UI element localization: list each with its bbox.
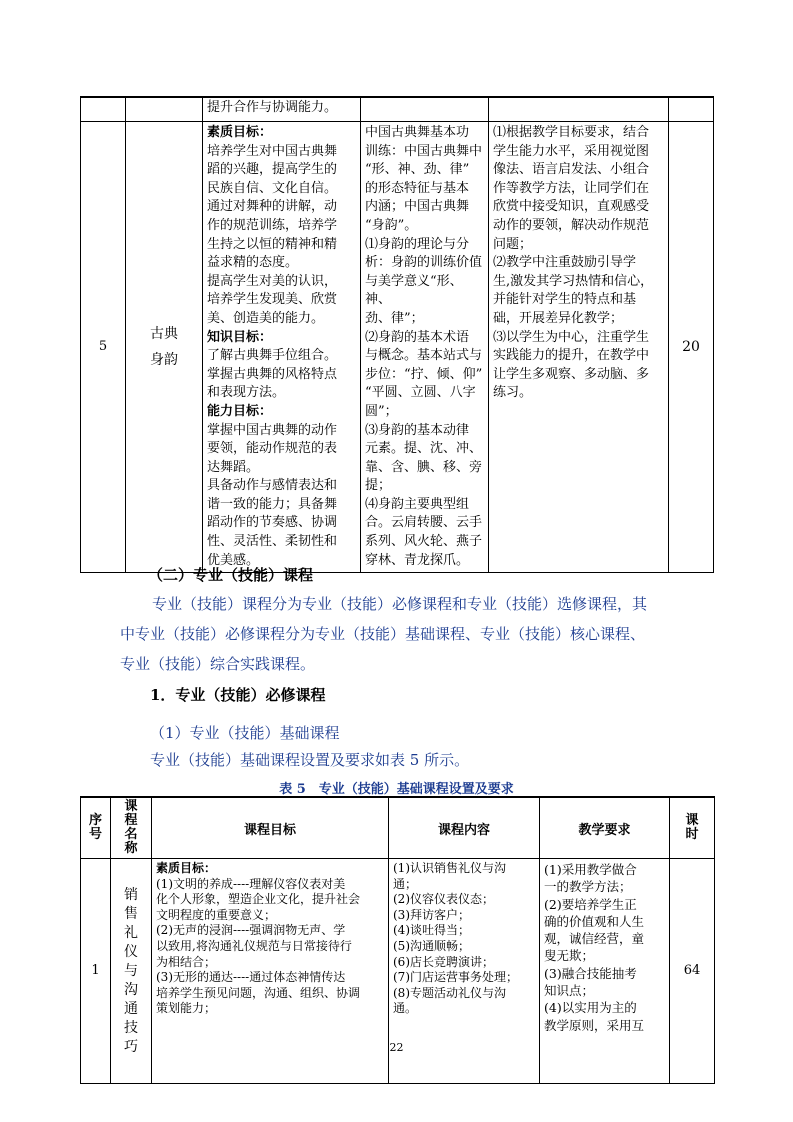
text-line: 提高学生对美的认识，	[207, 273, 338, 289]
table-row	[81, 122, 714, 573]
text-line: 培养学生预见问题，沟通、组织、协调	[156, 985, 361, 1000]
course-name: 古典 身韵	[126, 122, 203, 573]
text-line: 合。云肩转腰、云手	[365, 515, 483, 531]
text-line: (2)要培养学生正	[544, 896, 637, 912]
text-line: 问题；	[493, 236, 533, 252]
header-name: 课 程 名 称	[111, 797, 152, 859]
text-line: 训练：中国古典舞中	[365, 143, 483, 159]
section-heading: （二）专业（技能）课程	[148, 566, 314, 584]
header-requirements: 教学要求	[540, 797, 670, 859]
text-line: (5)沟通顺畅；	[393, 938, 470, 953]
text-line: (4)谈吐得当；	[393, 923, 470, 938]
text-line: 一的教学方法；	[544, 879, 632, 895]
text-line: 实践能力的提升，在教学中	[493, 348, 650, 364]
text-line: 通；	[393, 876, 418, 891]
text-line: 要领，能动作规范的表	[207, 441, 338, 457]
text-line: 具备动作与感情表达和	[207, 478, 338, 494]
text-line: (7)门店运营事务处理；	[393, 970, 518, 985]
text-line: (3)无形的通达----通过体态神情传达	[156, 970, 346, 985]
text-line: 像法、语言启发法、小组合	[493, 162, 650, 178]
text-line: 谐一致的能力；具备舞	[207, 496, 338, 512]
text-line: 通。	[393, 1001, 418, 1016]
text-line: 动作的要领，解决动作规范	[493, 217, 650, 233]
text-line: 为相结合；	[156, 954, 217, 969]
sub-item: （1）专业（技能）基础课程	[150, 724, 340, 742]
table-header-row	[81, 797, 715, 859]
text-line: 步位：“拧、倾、仰”	[365, 366, 483, 382]
text-line: 达舞蹈。	[207, 459, 260, 475]
text-line: 化个人形象，塑造企业文化，提升社会	[156, 892, 361, 907]
text-line: ⑷身韵主要典型组	[365, 496, 470, 512]
text-line: 蹈动作的节奏感、协调	[207, 515, 338, 531]
table-caption: 表 5 专业（技能）基础课程设置及要求	[279, 782, 514, 797]
section-paragraph: 专业（技能）课程分为专业（技能）必修课程和专业（技能）选修课程，其 中专业（技能）必修课程分为专业（技能）基础课程、专业（技能）核心课程、 专业（技能）综合实践课程。	[120, 595, 648, 673]
table-row	[81, 97, 714, 122]
course-table-continued	[80, 96, 714, 573]
text-line: 和表现方法。	[207, 385, 286, 401]
text-line: 中国古典舞基本功	[365, 125, 470, 140]
row-number: 5	[81, 122, 126, 573]
header-hours: 课 时	[670, 797, 715, 859]
text-line: 作等教学方法，让同学们在	[493, 180, 650, 196]
text-line: 礼	[124, 924, 138, 941]
text-line: “身韵”。	[365, 217, 418, 233]
text-line: 策划能力；	[156, 1001, 217, 1016]
text-line: 售	[124, 905, 138, 922]
text-line: 蹈的兴趣，提高学生的	[207, 162, 338, 178]
text-line: 优美感。	[207, 552, 260, 568]
text-line: (8)专题活动礼仪与沟	[393, 985, 506, 1000]
sub-paragraph: 专业（技能）基础课程设置及要求如表 5 所示。	[150, 751, 470, 769]
text-line: 掌握中国古典舞的动作	[207, 422, 338, 438]
text-line: 穿林、青龙探爪。	[365, 552, 470, 568]
text-line: 培养学生发现美、欣赏	[207, 292, 338, 308]
text-line: 培养学生对中国古典舞	[207, 143, 338, 159]
subsection-heading: 1．专业（技能）必修课程	[150, 686, 326, 704]
header-goals: 课程目标	[152, 797, 389, 859]
text-line: 并能针对学生的特点和基	[493, 292, 637, 308]
text-line: 提；	[365, 478, 392, 494]
text-line: 教学原则，采用互	[544, 1017, 645, 1033]
text-line: (4)以实用为主的	[544, 1000, 637, 1016]
text-line: 生持之以恒的精神和精	[207, 236, 338, 252]
text-line: 作的规范训练，培养学	[207, 217, 338, 233]
page-number: 22	[389, 1041, 404, 1054]
text-line: (2)无声的浸润----强调润物无声、学	[156, 923, 346, 938]
text-line: 与	[124, 962, 138, 979]
text-line: 性、灵活性、柔韧性和	[207, 534, 338, 550]
text-line: 确的价值观和人生	[544, 913, 645, 929]
text-line: ⑵教学中注重鼓励引导学	[493, 255, 637, 271]
text-line: 掌握古典舞的风格特点	[207, 366, 338, 382]
text-line: 元素。提、沈、冲、	[365, 441, 483, 457]
text-line: 圆”；	[365, 403, 398, 419]
text-line: 劲、律”；	[365, 310, 424, 326]
text-line: 巧	[124, 1038, 138, 1055]
text-line: 通	[124, 1000, 138, 1017]
text-line: ⑵身韵的基本术语	[365, 329, 470, 345]
text-line: (1)文明的养成----理解仪容仪表对美	[156, 876, 346, 891]
text-line: (3)融合技能抽考	[544, 965, 637, 981]
text-line: 能力目标：	[207, 403, 273, 419]
text-line: 知识目标：	[207, 329, 273, 345]
text-line: 与概念。基本站式与	[365, 348, 483, 364]
text-line: (3)拜访客户；	[393, 907, 470, 922]
text-line: 系列、风火轮、燕子	[365, 534, 483, 550]
text-line: (1)认识销售礼仪与沟	[393, 861, 506, 875]
text-line: 素质目标：	[207, 125, 273, 140]
text-line: 学生能力水平，采用视觉图	[493, 143, 650, 159]
text-line: 叟无欺；	[544, 948, 595, 964]
course-hours: 64	[670, 859, 715, 1084]
course-goals	[203, 122, 361, 573]
teaching-requirements	[489, 122, 669, 573]
header-num: 序 号	[81, 797, 111, 859]
text-line: ⑴身韵的理论与分	[365, 236, 470, 252]
text-line: ⑶以学生为中心，注重学生	[493, 329, 650, 345]
text-line: 素质目标：	[156, 861, 217, 875]
text-line: 与美学意义“形、神、	[365, 273, 463, 308]
row-number: 1	[81, 859, 111, 1084]
text-line: 了解古典舞手位组合。	[207, 348, 338, 364]
text-line: 础，开展差异化教学；	[493, 310, 624, 326]
text-line: 通过对舞种的讲解，动	[207, 199, 338, 215]
text-line: ⑶身韵的基本动律	[365, 422, 470, 438]
course-content	[361, 122, 489, 573]
text-line: (6)店长竞聘演讲；	[393, 954, 494, 969]
text-line: 靠、含、腆、移、旁	[365, 459, 483, 475]
text-line: “平圆、立圆、八字	[365, 385, 476, 401]
text-line: “形、神、劲、律”	[365, 162, 470, 178]
text-line: 文明程度的重要意义；	[156, 907, 277, 922]
text-line: 让学生多观察、多动脑、多	[493, 366, 650, 382]
text-line: 析：身韵的训练价值	[365, 255, 483, 271]
text-line: 仪	[124, 943, 138, 960]
text-line: 销	[124, 886, 138, 903]
text-line: 练习。	[493, 385, 533, 401]
course-hours: 20	[669, 122, 714, 573]
text-line: 沟	[124, 981, 138, 998]
text-line: 欣赏中接受知识，直观感受	[493, 199, 650, 215]
text-line: 益求精的态度。	[207, 255, 299, 271]
text-line: 生,激发其学习热情和信心，	[493, 273, 654, 289]
text-line: 内涵；中国古典舞	[365, 199, 470, 215]
text-line: 民族自信、文化自信。	[207, 180, 338, 196]
text-line: (1)采用教学做合	[544, 862, 637, 877]
text-line: 观，诚信经营，童	[544, 931, 645, 947]
text-line: ⑴根据教学目标要求，结合	[493, 125, 650, 140]
text-line: 技	[124, 1019, 138, 1036]
text-line: 的形态特征与基本	[365, 180, 470, 196]
text-line: 以致用,将沟通礼仪规范与日常接待行	[156, 938, 352, 953]
header-content: 课程内容	[389, 797, 540, 859]
text-line: 美、创造美的能力。	[207, 310, 325, 326]
text-line: (2)仪容仪表仪态；	[393, 892, 494, 907]
text-line: 知识点；	[544, 983, 595, 999]
goal-cell: 提升合作与协调能力。	[203, 97, 361, 122]
